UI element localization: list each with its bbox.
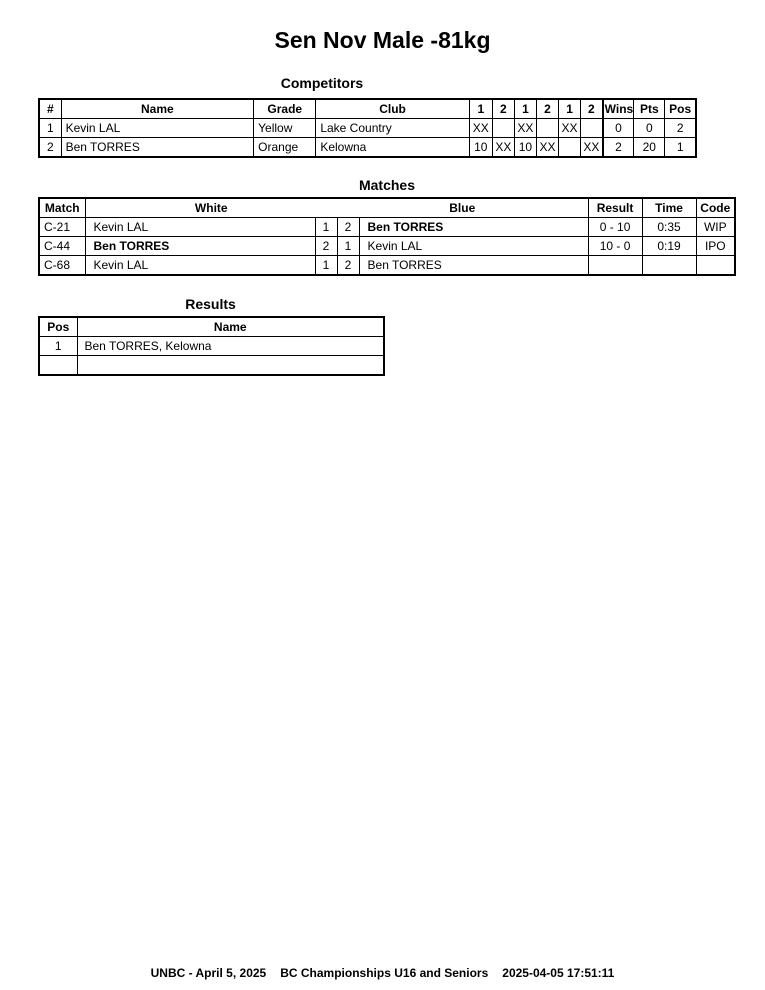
header-pos: Pos [665, 99, 696, 119]
white-number: 1 [315, 256, 337, 276]
result-position [39, 356, 77, 376]
blue-competitor: Kevin LAL [359, 237, 588, 256]
round-score: 10 [469, 138, 492, 158]
round-score: XX [559, 119, 581, 138]
competitors-header-row [39, 99, 696, 119]
competitors-table [38, 98, 697, 158]
white-competitor: Ben TORRES [85, 237, 315, 256]
blue-number: 1 [337, 237, 359, 256]
header-code: Code [696, 198, 735, 218]
table-row [39, 256, 735, 276]
header-num: # [39, 99, 61, 119]
page-footer [0, 966, 765, 980]
competitor-club: Lake Country [316, 119, 469, 138]
table-row [39, 218, 735, 237]
header-white: White [85, 198, 337, 218]
match-result [588, 256, 642, 276]
round-score: XX [514, 119, 536, 138]
match-result: 0 - 10 [588, 218, 642, 237]
match-result: 10 - 0 [588, 237, 642, 256]
footer-venue: UNBC - April 5, 2025 [150, 966, 267, 980]
blue-competitor: Ben TORRES [359, 256, 588, 276]
header-r1: 1 [469, 99, 492, 119]
header-time: Time [642, 198, 696, 218]
competitor-club: Kelowna [316, 138, 469, 158]
competitor-grade: Orange [254, 138, 316, 158]
match-code [696, 256, 735, 276]
white-competitor: Kevin LAL [85, 218, 315, 237]
competitor-num: 1 [39, 119, 61, 138]
match-time [642, 256, 696, 276]
matches-header-row [39, 198, 735, 218]
match-id: C-21 [39, 218, 85, 237]
competitor-name: Kevin LAL [61, 119, 254, 138]
results-table [38, 316, 385, 376]
table-row [39, 356, 384, 376]
match-code: IPO [696, 237, 735, 256]
competitor-grade: Yellow [254, 119, 316, 138]
header-match: Match [39, 198, 85, 218]
matches-table [38, 197, 736, 276]
result-position: 1 [39, 337, 77, 356]
match-code: WIP [696, 218, 735, 237]
match-time: 0:19 [642, 237, 696, 256]
footer-event: BC Championships U16 and Seniors [280, 966, 489, 980]
table-row [39, 337, 384, 356]
white-number: 2 [315, 237, 337, 256]
competitor-points: 0 [634, 119, 665, 138]
header-name: Name [61, 99, 254, 119]
round-score [536, 119, 558, 138]
header-result-name: Name [77, 317, 384, 337]
footer-timestamp: 2025-04-05 17:51:11 [502, 966, 615, 980]
round-score: 10 [514, 138, 536, 158]
round-score [492, 119, 514, 138]
round-score: XX [492, 138, 514, 158]
table-row [39, 237, 735, 256]
result-name [77, 356, 384, 376]
header-blue: Blue [337, 198, 588, 218]
header-wins: Wins [603, 99, 634, 119]
header-grade: Grade [254, 99, 316, 119]
results-header-row [39, 317, 384, 337]
header-result-pos: Pos [39, 317, 77, 337]
blue-number: 2 [337, 256, 359, 276]
competitor-position: 2 [665, 119, 696, 138]
competitor-position: 1 [665, 138, 696, 158]
header-result: Result [588, 198, 642, 218]
round-score [581, 119, 603, 138]
header-club: Club [316, 99, 469, 119]
header-pts: Pts [634, 99, 665, 119]
round-score: XX [581, 138, 603, 158]
competitor-num: 2 [39, 138, 61, 158]
round-score: XX [469, 119, 492, 138]
competitor-wins: 0 [603, 119, 634, 138]
header-r3: 1 [514, 99, 536, 119]
competitor-name: Ben TORRES [61, 138, 254, 158]
page-title: Sen Nov Male -81kg [274, 27, 491, 53]
table-row [39, 138, 696, 158]
round-score: XX [536, 138, 558, 158]
header-r4: 2 [536, 99, 558, 119]
match-time: 0:35 [642, 218, 696, 237]
match-id: C-44 [39, 237, 85, 256]
header-r6: 2 [581, 99, 603, 119]
competitor-points: 20 [634, 138, 665, 158]
results-section-title: Results [185, 296, 236, 312]
blue-competitor: Ben TORRES [359, 218, 588, 237]
white-number: 1 [315, 218, 337, 237]
header-r2: 2 [492, 99, 514, 119]
match-id: C-68 [39, 256, 85, 276]
competitor-wins: 2 [603, 138, 634, 158]
round-score [559, 138, 581, 158]
matches-section-title: Matches [358, 177, 416, 193]
competitors-section-title: Competitors [280, 75, 364, 91]
table-row [39, 119, 696, 138]
result-name: Ben TORRES, Kelowna [77, 337, 384, 356]
header-r5: 1 [559, 99, 581, 119]
white-competitor: Kevin LAL [85, 256, 315, 276]
blue-number: 2 [337, 218, 359, 237]
